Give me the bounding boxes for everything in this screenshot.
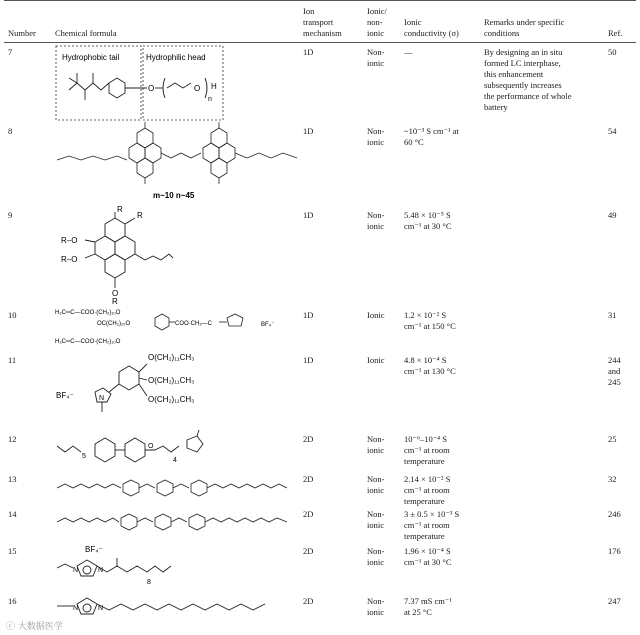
structure-10 bbox=[55, 304, 285, 350]
row-number: 15 bbox=[8, 546, 17, 556]
atom-r: R bbox=[112, 297, 118, 304]
row-number: 7 bbox=[8, 47, 13, 57]
structure-8 bbox=[55, 120, 300, 200]
structure-7 bbox=[55, 45, 235, 123]
row-number: 8 bbox=[8, 126, 13, 136]
row-ref: 247 bbox=[608, 596, 621, 606]
substituent-label: O(CH₂)₁₁CH₃ bbox=[148, 395, 195, 404]
row-conductivity: 1.96 × 10⁻⁴ S cm⁻¹ at 30 °C bbox=[404, 546, 452, 567]
row-conductivity: — bbox=[404, 47, 413, 57]
row-number: 12 bbox=[8, 434, 17, 444]
row-type: Non- ionic bbox=[367, 596, 385, 617]
row-conductivity: 7.37 mS cm⁻¹ at 25 °C bbox=[404, 596, 452, 617]
atom-n: N bbox=[98, 567, 104, 574]
row-conductivity: 3 ± 0.5 × 10⁻³ S cm⁻¹ at room temperature bbox=[404, 509, 460, 541]
atom-o: O bbox=[194, 84, 201, 93]
row-remarks: By designing an in situ formed LC interphase, this enhancement subsequently increases the performance of whole battery bbox=[484, 47, 572, 112]
bf4-label: BF₄⁻ bbox=[261, 322, 275, 328]
row-conductivity: ~10⁻³ S cm⁻¹ at 60 °C bbox=[404, 126, 459, 147]
row-number: 11 bbox=[8, 355, 17, 365]
row-type: Non- ionic bbox=[367, 509, 385, 530]
structure-9 bbox=[55, 204, 175, 304]
row-type: Non- ionic bbox=[367, 546, 385, 567]
row-mechanism: 1D bbox=[303, 310, 314, 320]
row-number: 16 bbox=[8, 596, 17, 606]
structure-13 bbox=[55, 474, 290, 502]
atom-n: N bbox=[98, 605, 104, 612]
row-conductivity: 2.14 × 10⁻² S cm⁻¹ at room temperature bbox=[404, 474, 451, 506]
row-mechanism: 2D bbox=[303, 546, 314, 556]
row-mechanism: 2D bbox=[303, 596, 314, 606]
row-conductivity: 5.48 × 10⁻⁵ S cm⁻¹ at 30 °C bbox=[404, 210, 452, 231]
atom-o: O bbox=[112, 289, 119, 298]
row-number: 13 bbox=[8, 474, 17, 484]
header-ref: Ref. bbox=[608, 28, 623, 38]
structure-14 bbox=[55, 508, 290, 536]
row-mechanism: 1D bbox=[303, 47, 314, 57]
hydrophilic-head-label: Hydrophilic head bbox=[146, 53, 206, 62]
row-mechanism: 2D bbox=[303, 474, 314, 484]
subscript-4: 4 bbox=[173, 457, 177, 464]
atom-n: N bbox=[99, 395, 105, 402]
structure-12 bbox=[55, 428, 235, 472]
row-type: Non- ionic bbox=[367, 474, 385, 495]
substituent-label: O(CH₂)₁₁CH₃ bbox=[148, 376, 195, 385]
row-mechanism: 2D bbox=[303, 509, 314, 519]
atom-n: N bbox=[73, 567, 79, 574]
header-ionic-nonionic: Ionic/ non- ionic bbox=[367, 6, 387, 38]
mn-label: m~10 n~45 bbox=[153, 191, 195, 200]
header-ion-transport: Ion transport mechanism bbox=[303, 6, 342, 38]
fragment-label: H₂C═C—COO·(CH₂)₁₀O bbox=[55, 310, 121, 316]
row-mechanism: 1D bbox=[303, 355, 314, 365]
row-conductivity: 4.8 × 10⁻⁴ S cm⁻¹ at 130 °C bbox=[404, 355, 456, 376]
row-conductivity: 10⁻⁶–10⁻⁴ S cm⁻¹ at room temperature bbox=[404, 434, 450, 466]
row-number: 10 bbox=[8, 310, 17, 320]
row-ref: 246 bbox=[608, 509, 621, 519]
row-mechanism: 1D bbox=[303, 210, 314, 220]
header-bottom-rule bbox=[4, 42, 636, 43]
row-ref: 25 bbox=[608, 434, 617, 444]
atom-o: O bbox=[148, 84, 155, 93]
atom-r: R bbox=[137, 211, 143, 220]
row-conductivity: 1.2 × 10⁻² S cm⁻¹ at 150 °C bbox=[404, 310, 456, 331]
row-ref: 32 bbox=[608, 474, 617, 484]
atom-n: N bbox=[73, 605, 79, 612]
subscript-8: 8 bbox=[147, 579, 151, 586]
row-number: 9 bbox=[8, 210, 13, 220]
atom-ro: R–O bbox=[61, 255, 78, 264]
row-mechanism: 2D bbox=[303, 434, 314, 444]
watermark: ⓒ 大数据医学 bbox=[6, 622, 63, 632]
header-number: Number bbox=[8, 28, 36, 38]
atom-o: O bbox=[148, 443, 154, 450]
hydrophobic-tail-label: Hydrophobic tail bbox=[62, 53, 120, 62]
fragment-label: OC(CH₂)₁₀O bbox=[97, 321, 131, 327]
atom-ro: R–O bbox=[61, 236, 78, 245]
bf4-label: BF₄⁻ bbox=[85, 545, 103, 554]
row-number: 14 bbox=[8, 509, 17, 519]
row-type: Non- ionic bbox=[367, 210, 385, 231]
subscript-5: 5 bbox=[82, 453, 86, 460]
row-type: Non- ionic bbox=[367, 47, 385, 68]
row-type: Ionic bbox=[367, 310, 385, 320]
atom-h: H bbox=[211, 82, 217, 91]
row-ref: 50 bbox=[608, 47, 617, 57]
structure-16 bbox=[55, 590, 285, 626]
atom-r: R bbox=[117, 205, 123, 214]
row-ref: 54 bbox=[608, 126, 617, 136]
row-mechanism: 1D bbox=[303, 126, 314, 136]
structure-11 bbox=[55, 350, 215, 430]
fragment-label: COO·CH₂—C bbox=[175, 321, 212, 327]
row-type: Non- ionic bbox=[367, 126, 385, 147]
row-type: Ionic bbox=[367, 355, 385, 365]
substituent-label: O(CH₂)₁₁CH₃ bbox=[148, 353, 195, 362]
subscript-n: n bbox=[208, 96, 212, 103]
row-ref: 49 bbox=[608, 210, 617, 220]
row-ref: 244 and 245 bbox=[608, 355, 621, 387]
row-ref: 31 bbox=[608, 310, 617, 320]
bf4-label: BF₄⁻ bbox=[56, 391, 74, 400]
header-formula: Chemical formula bbox=[55, 28, 117, 38]
structure-15 bbox=[55, 542, 205, 588]
header-conductivity: Ionic conductivity (σ) bbox=[404, 17, 459, 38]
row-ref: 176 bbox=[608, 546, 621, 556]
header-top-rule bbox=[4, 0, 636, 1]
row-type: Non- ionic bbox=[367, 434, 385, 455]
header-remarks: Remarks under specific conditions bbox=[484, 17, 565, 38]
fragment-label: H₂C═C—COO·(CH₂)₁₀O bbox=[55, 339, 121, 345]
